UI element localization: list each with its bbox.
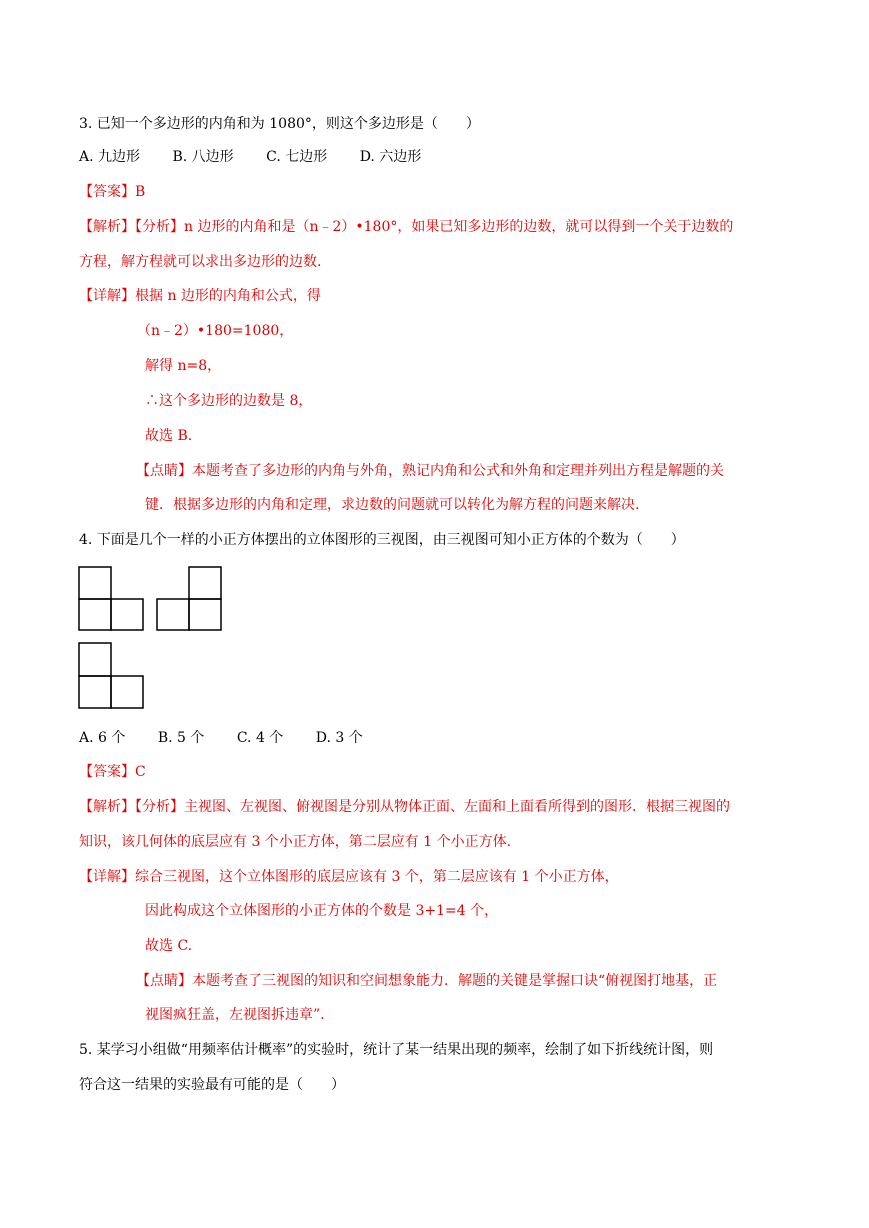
front-view-bottom-right-square xyxy=(111,599,143,630)
top-view-bottom-right-square xyxy=(111,676,143,708)
q4-detail-line2: 因此构成这个立体图形的小正方体的个数是 3+1=4 个， xyxy=(145,903,499,919)
three-view-drawing xyxy=(78,566,228,711)
left-view-top-square xyxy=(189,567,221,599)
q4-stem: 4. 下面是几个一样的小正方体摆出的立体图形的三视图，由三视图可知小正方体的个数为（ ） xyxy=(79,532,685,548)
q4-answer: 【答案】C xyxy=(79,764,146,780)
q4-options xyxy=(79,728,363,748)
q3-option-b: B. 八边形 xyxy=(172,149,234,165)
q3-option-c: C. 七边形 xyxy=(266,149,328,165)
q3-detail-line3: 解得 n=8， xyxy=(145,358,222,374)
q3-comment-line1: 【点睛】本题考查了多边形的内角与外角，熟记内角和公式和外角和定理并列出方程是解题的关 xyxy=(136,463,724,479)
q5-stem-line2: 符合这一结果的实验最有可能的是（ ） xyxy=(79,1077,345,1093)
q3-analysis-line2: 方程，解方程就可以求出多边形的边数. xyxy=(79,254,322,270)
q3-detail-line5: 故选 B. xyxy=(145,428,193,444)
left-view-bottom-left-square xyxy=(157,599,189,630)
q3-comment-line2: 键．根据多边形的内角和定理，求边数的问题就可以转化为解方程的问题来解决. xyxy=(145,497,640,513)
q4-option-d: D. 3 个 xyxy=(315,730,363,746)
q3-option-a: A. 九边形 xyxy=(79,149,141,165)
q3-answer: 【答案】B xyxy=(79,184,146,200)
front-view-bottom-left-square xyxy=(79,599,111,630)
q3-option-d: D. 六边形 xyxy=(359,149,422,165)
q4-option-c: C. 4 个 xyxy=(236,730,284,746)
top-view-top-square xyxy=(79,643,111,676)
left-view-bottom-right-square xyxy=(189,599,221,630)
q4-option-b: B. 5 个 xyxy=(157,730,205,746)
q4-option-a: A. 6 个 xyxy=(79,730,126,746)
q3-analysis-line1: 【解析】【分析】n 边形的内角和是（n﹣2）•180°，如果已知多边形的边数，就可以得到一个关于边数的 xyxy=(79,219,734,235)
q5-stem-line1: 5. 某学习小组做“用频率估计概率”的实验时，统计了某一结果出现的频率，绘制了如下折线统计图，则 xyxy=(79,1042,714,1058)
q4-comment-line1: 【点睛】本题考查了三视图的知识和空间想象能力．解题的关键是掌握口诀“俯视图打地基，正 xyxy=(136,973,718,989)
q3-detail-line4: ∴这个多边形的边数是 8， xyxy=(145,393,313,409)
three-view-figure xyxy=(78,566,228,711)
q4-detail-line1: 【详解】综合三视图，这个立体图形的底层应该有 3 个，第二层应该有 1 个小正方体， xyxy=(79,869,619,885)
q3-stem: 3. 已知一个多边形的内角和为 1080°，则这个多边形是（ ） xyxy=(79,116,480,132)
top-view-bottom-left-square xyxy=(79,676,111,708)
q3-detail-line1: 【详解】根据 n 边形的内角和公式，得 xyxy=(79,288,321,304)
q4-detail-line3: 故选 C. xyxy=(145,938,193,954)
q3-detail-line2: （n﹣2）•180=1080， xyxy=(137,323,294,339)
front-view-top-square xyxy=(79,567,111,599)
q4-comment-line2: 视图疯狂盖，左视图拆违章”. xyxy=(145,1007,325,1023)
q3-options xyxy=(79,147,421,167)
q4-analysis-line1: 【解析】【分析】主视图、左视图、俯视图是分别从物体正面、左面和上面看所得到的图形．根据三视图的 xyxy=(79,799,730,815)
q4-analysis-line2: 知识，该几何体的底层应有 3 个小正方体，第二层应有 1 个小正方体. xyxy=(79,834,512,850)
